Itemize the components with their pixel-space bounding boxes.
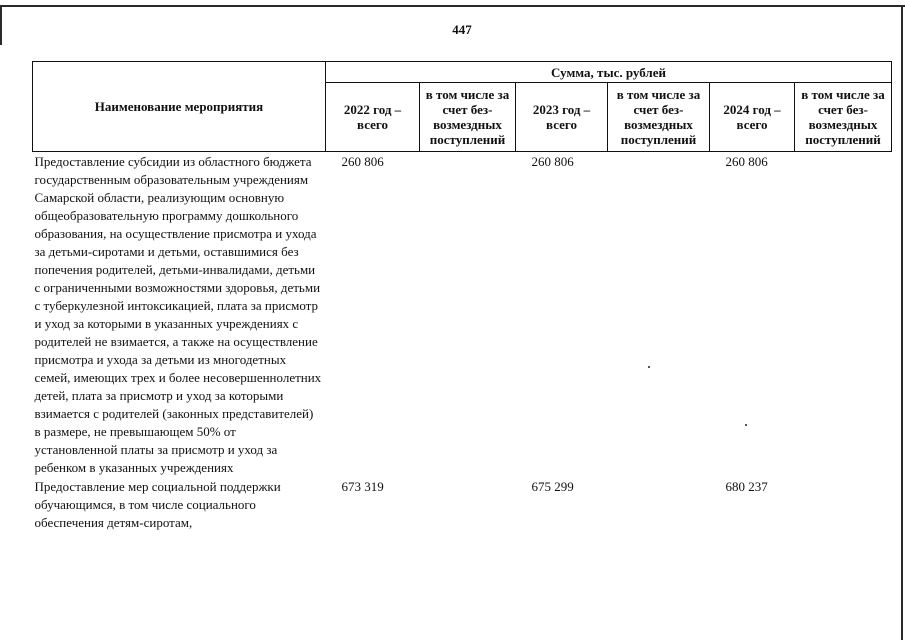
column-header-2023-total: 2023 год – всего (516, 83, 608, 152)
cell-2024-gratuitous (795, 152, 892, 478)
cell-2022-total: 673 319 (341, 479, 384, 494)
cell-2023-total: 260 806 (531, 154, 574, 169)
cell-2023-gratuitous (608, 152, 710, 478)
column-header-name: Наименование мероприятия (33, 62, 326, 152)
column-header-2023-gratuitous: в том числе за счет без-возмездных поступлений (608, 83, 710, 152)
cell-2022-total: 260 806 (341, 154, 384, 169)
scan-speck (745, 424, 747, 426)
column-header-2022-total: 2022 год – всего (326, 83, 420, 152)
cell-2024-gratuitous (795, 477, 892, 532)
scan-border-top (0, 5, 905, 7)
table-row (33, 152, 892, 478)
cell-2023-gratuitous (608, 477, 710, 532)
cell-2022-gratuitous (420, 477, 516, 532)
column-header-2024-total: 2024 год – всего (710, 83, 795, 152)
page-number: 447 (452, 22, 472, 37)
cell-2023-total: 675 299 (531, 479, 574, 494)
cell-2024-total: 260 806 (725, 154, 768, 169)
header-row-sum (33, 62, 892, 83)
column-header-2024-gratuitous: в том числе за счет без-возмездных поступлений (795, 83, 892, 152)
scan-border-left (0, 5, 2, 45)
row-name-cell: Предоставление субсидии из областного бюджета государственным образовательным учреждениям Самарской области, реализующим основную общеобразовательную программу дошкольного образования, на осуществление присмотра и ухода за детьми-сиротами и детьми, оставшимися без попечения родителей, детьми-инвалидами, детьми с ограниченными возможностями здоровья, детьми с туберкулезной интоксикацией, плата за присмотр и уход за которыми в указанных учреждениях с родителей не взимается, а также на осуществление присмотра и ухода за детьми из многодетных семей, имеющих трех и более несовершеннолетних детей, плата за присмотр и уход за которыми взимается с родителей (законных представителей) в размере, не превышающем 50% от установленной платы за присмотр и уход за ребенком в указанных учреждениях (34, 154, 322, 475)
cell-2022-gratuitous (420, 152, 516, 478)
cell-2024-total: 680 237 (725, 479, 768, 494)
scan-speck (648, 366, 650, 368)
scan-border-right (901, 5, 903, 640)
funding-table (32, 61, 892, 532)
column-header-2022-gratuitous: в том числе за счет без-возмездных поступлений (420, 83, 516, 152)
row-name-cell: Предоставление мер социальной поддержки обучающимся, в том числе социального обеспечения детям-сиротам, (34, 479, 281, 530)
table-row (33, 477, 892, 532)
column-header-sum: Сумма, тыс. рублей (326, 62, 892, 83)
